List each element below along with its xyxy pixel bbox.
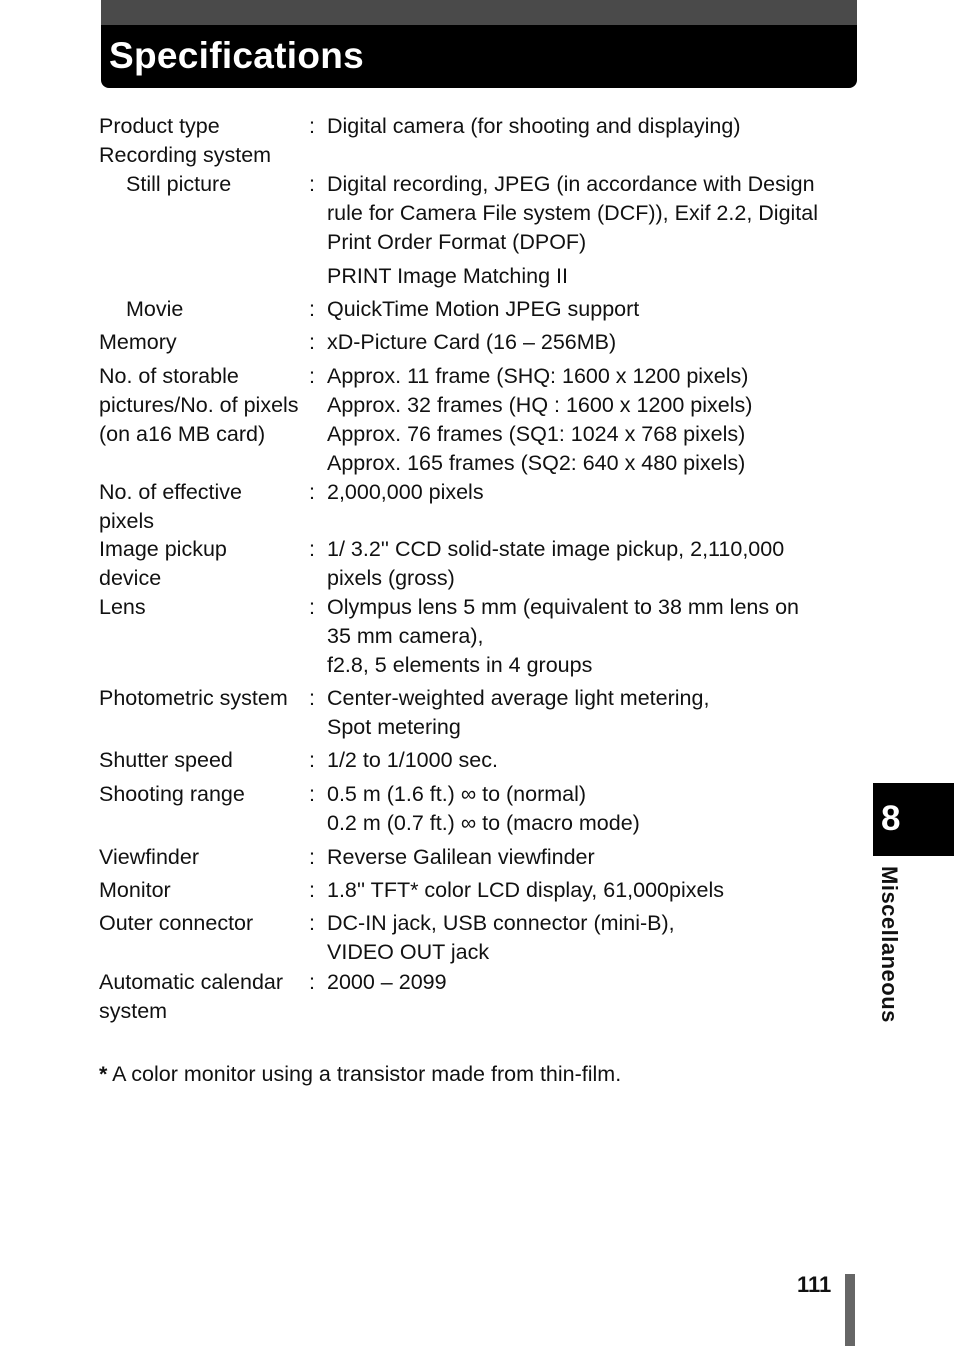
- spec-value-line: 35 mm camera),: [327, 624, 484, 648]
- spec-value-line: Center-weighted average light metering,: [327, 686, 710, 710]
- spec-value-line: 2,000,000 pixels: [327, 480, 484, 504]
- spec-value-line: 1/ 3.2'' CCD solid-state image pickup, 2,110,000: [327, 537, 785, 561]
- spec-colon: :: [309, 330, 315, 354]
- spec-value-line: 2000 – 2099: [327, 970, 447, 994]
- spec-value-line: xD-Picture Card (16 – 256MB): [327, 330, 617, 354]
- spec-label: Monitor: [99, 878, 171, 902]
- spec-value-line: Approx. 32 frames (HQ : 1600 x 1200 pixels): [327, 393, 753, 417]
- spec-value-line: Olympus lens 5 mm (equivalent to 38 mm lens on: [327, 595, 800, 619]
- footnote-text: A color monitor using a transistor made from thin-film.: [107, 1062, 622, 1086]
- spec-label-line: pictures/No. of pixels: [99, 393, 299, 417]
- spec-value: [327, 112, 857, 141]
- spec-label-line: No. of effective: [99, 480, 243, 504]
- spec-label-line: (on a16 MB card): [99, 422, 266, 446]
- spec-value-line: 1.8'' TFT* color LCD display, 61,000pixels: [327, 878, 724, 902]
- spec-label: Recording system: [99, 143, 272, 167]
- spec-colon: :: [309, 114, 315, 138]
- spec-colon: :: [309, 364, 315, 388]
- spec-colon: :: [309, 537, 315, 561]
- page-number-bar: [845, 1274, 855, 1346]
- spec-label: Shutter speed: [99, 748, 233, 772]
- spec-label: Still picture: [126, 172, 232, 196]
- footnote-marker: *: [99, 1062, 108, 1086]
- spec-label: [99, 535, 309, 593]
- footnote: [99, 1060, 621, 1089]
- spec-label: Product type: [99, 114, 220, 138]
- spec-label: [99, 968, 309, 1026]
- spec-label-line: Image pickup: [99, 537, 227, 561]
- spec-value: [327, 876, 857, 905]
- spec-value-line: Digital camera (for shooting and displaying): [327, 114, 741, 138]
- spec-label: Outer connector: [99, 911, 254, 935]
- spec-value: [327, 295, 857, 324]
- spec-value-line: rule for Camera File system (DCF)), Exif 2.2, Digital: [327, 201, 819, 225]
- spec-label: Photometric system: [99, 686, 288, 710]
- spec-value-line: 0.2 m (0.7 ft.) ∞ to (macro mode): [327, 811, 640, 835]
- spec-value: [327, 535, 857, 593]
- spec-value-line: Approx. 76 frames (SQ1: 1024 x 768 pixels): [327, 422, 746, 446]
- spec-colon: :: [309, 782, 315, 806]
- spec-colon: :: [309, 172, 315, 196]
- spec-value-line: VIDEO OUT jack: [327, 940, 490, 964]
- spec-value: [327, 909, 857, 967]
- spec-value-line: Approx. 11 frame (SHQ: 1600 x 1200 pixels): [327, 364, 749, 388]
- spec-label-line: system: [99, 999, 168, 1023]
- spec-value-line: Digital recording, JPEG (in accordance with Design: [327, 172, 815, 196]
- spec-value: [327, 684, 857, 742]
- spec-value-line: Print Order Format (DPOF): [327, 230, 587, 254]
- spec-value-line: PRINT Image Matching II: [327, 264, 568, 288]
- spec-label: Viewfinder: [99, 845, 199, 869]
- title-bar-top-band: [101, 0, 857, 25]
- spec-value-line: Reverse Galilean viewfinder: [327, 845, 595, 869]
- spec-value: [327, 362, 857, 478]
- spec-label: Memory: [99, 330, 177, 354]
- spec-label: [99, 362, 309, 449]
- spec-label: Lens: [99, 595, 146, 619]
- spec-label-line: device: [99, 566, 162, 590]
- spec-label: Movie: [126, 297, 184, 321]
- spec-label-line: Automatic calendar: [99, 970, 284, 994]
- spec-value: [327, 843, 857, 872]
- chapter-number: 8: [881, 799, 901, 838]
- spec-colon: :: [309, 911, 315, 935]
- chapter-label: Miscellaneous: [877, 866, 902, 1023]
- spec-value: [327, 968, 857, 997]
- spec-value: [327, 170, 857, 291]
- spec-colon: :: [309, 595, 315, 619]
- spec-value-line: DC-IN jack, USB connector (mini-B),: [327, 911, 675, 935]
- spec-colon: :: [309, 686, 315, 710]
- spec-value: [327, 593, 857, 680]
- spec-colon: :: [309, 748, 315, 772]
- spec-value-line: 0.5 m (1.6 ft.) ∞ to (normal): [327, 782, 587, 806]
- spec-colon: :: [309, 970, 315, 994]
- spec-value-line: f2.8, 5 elements in 4 groups: [327, 653, 593, 677]
- spec-value: [327, 746, 857, 775]
- spec-value: [327, 780, 857, 838]
- spec-colon: :: [309, 480, 315, 504]
- spec-value-line: Approx. 165 frames (SQ2: 640 x 480 pixels): [327, 451, 746, 475]
- spec-label: [99, 478, 309, 536]
- chapter-tab: [873, 783, 954, 856]
- spec-value: [327, 478, 857, 507]
- spec-label: Shooting range: [99, 782, 245, 806]
- title-bar: [101, 0, 857, 88]
- spec-label-line: No. of storable: [99, 364, 239, 388]
- page-number: 111: [797, 1272, 832, 1297]
- spec-value-line: 1/2 to 1/1000 sec.: [327, 748, 498, 772]
- spec-value-line: QuickTime Motion JPEG support: [327, 297, 640, 321]
- page-title: Specifications: [109, 35, 365, 76]
- spec-value-line: Spot metering: [327, 715, 461, 739]
- spec-colon: :: [309, 878, 315, 902]
- spec-label-line: pixels: [99, 509, 154, 533]
- spec-colon: :: [309, 297, 315, 321]
- spec-colon: :: [309, 845, 315, 869]
- spec-value: [327, 328, 857, 357]
- spec-value-line: pixels (gross): [327, 566, 455, 590]
